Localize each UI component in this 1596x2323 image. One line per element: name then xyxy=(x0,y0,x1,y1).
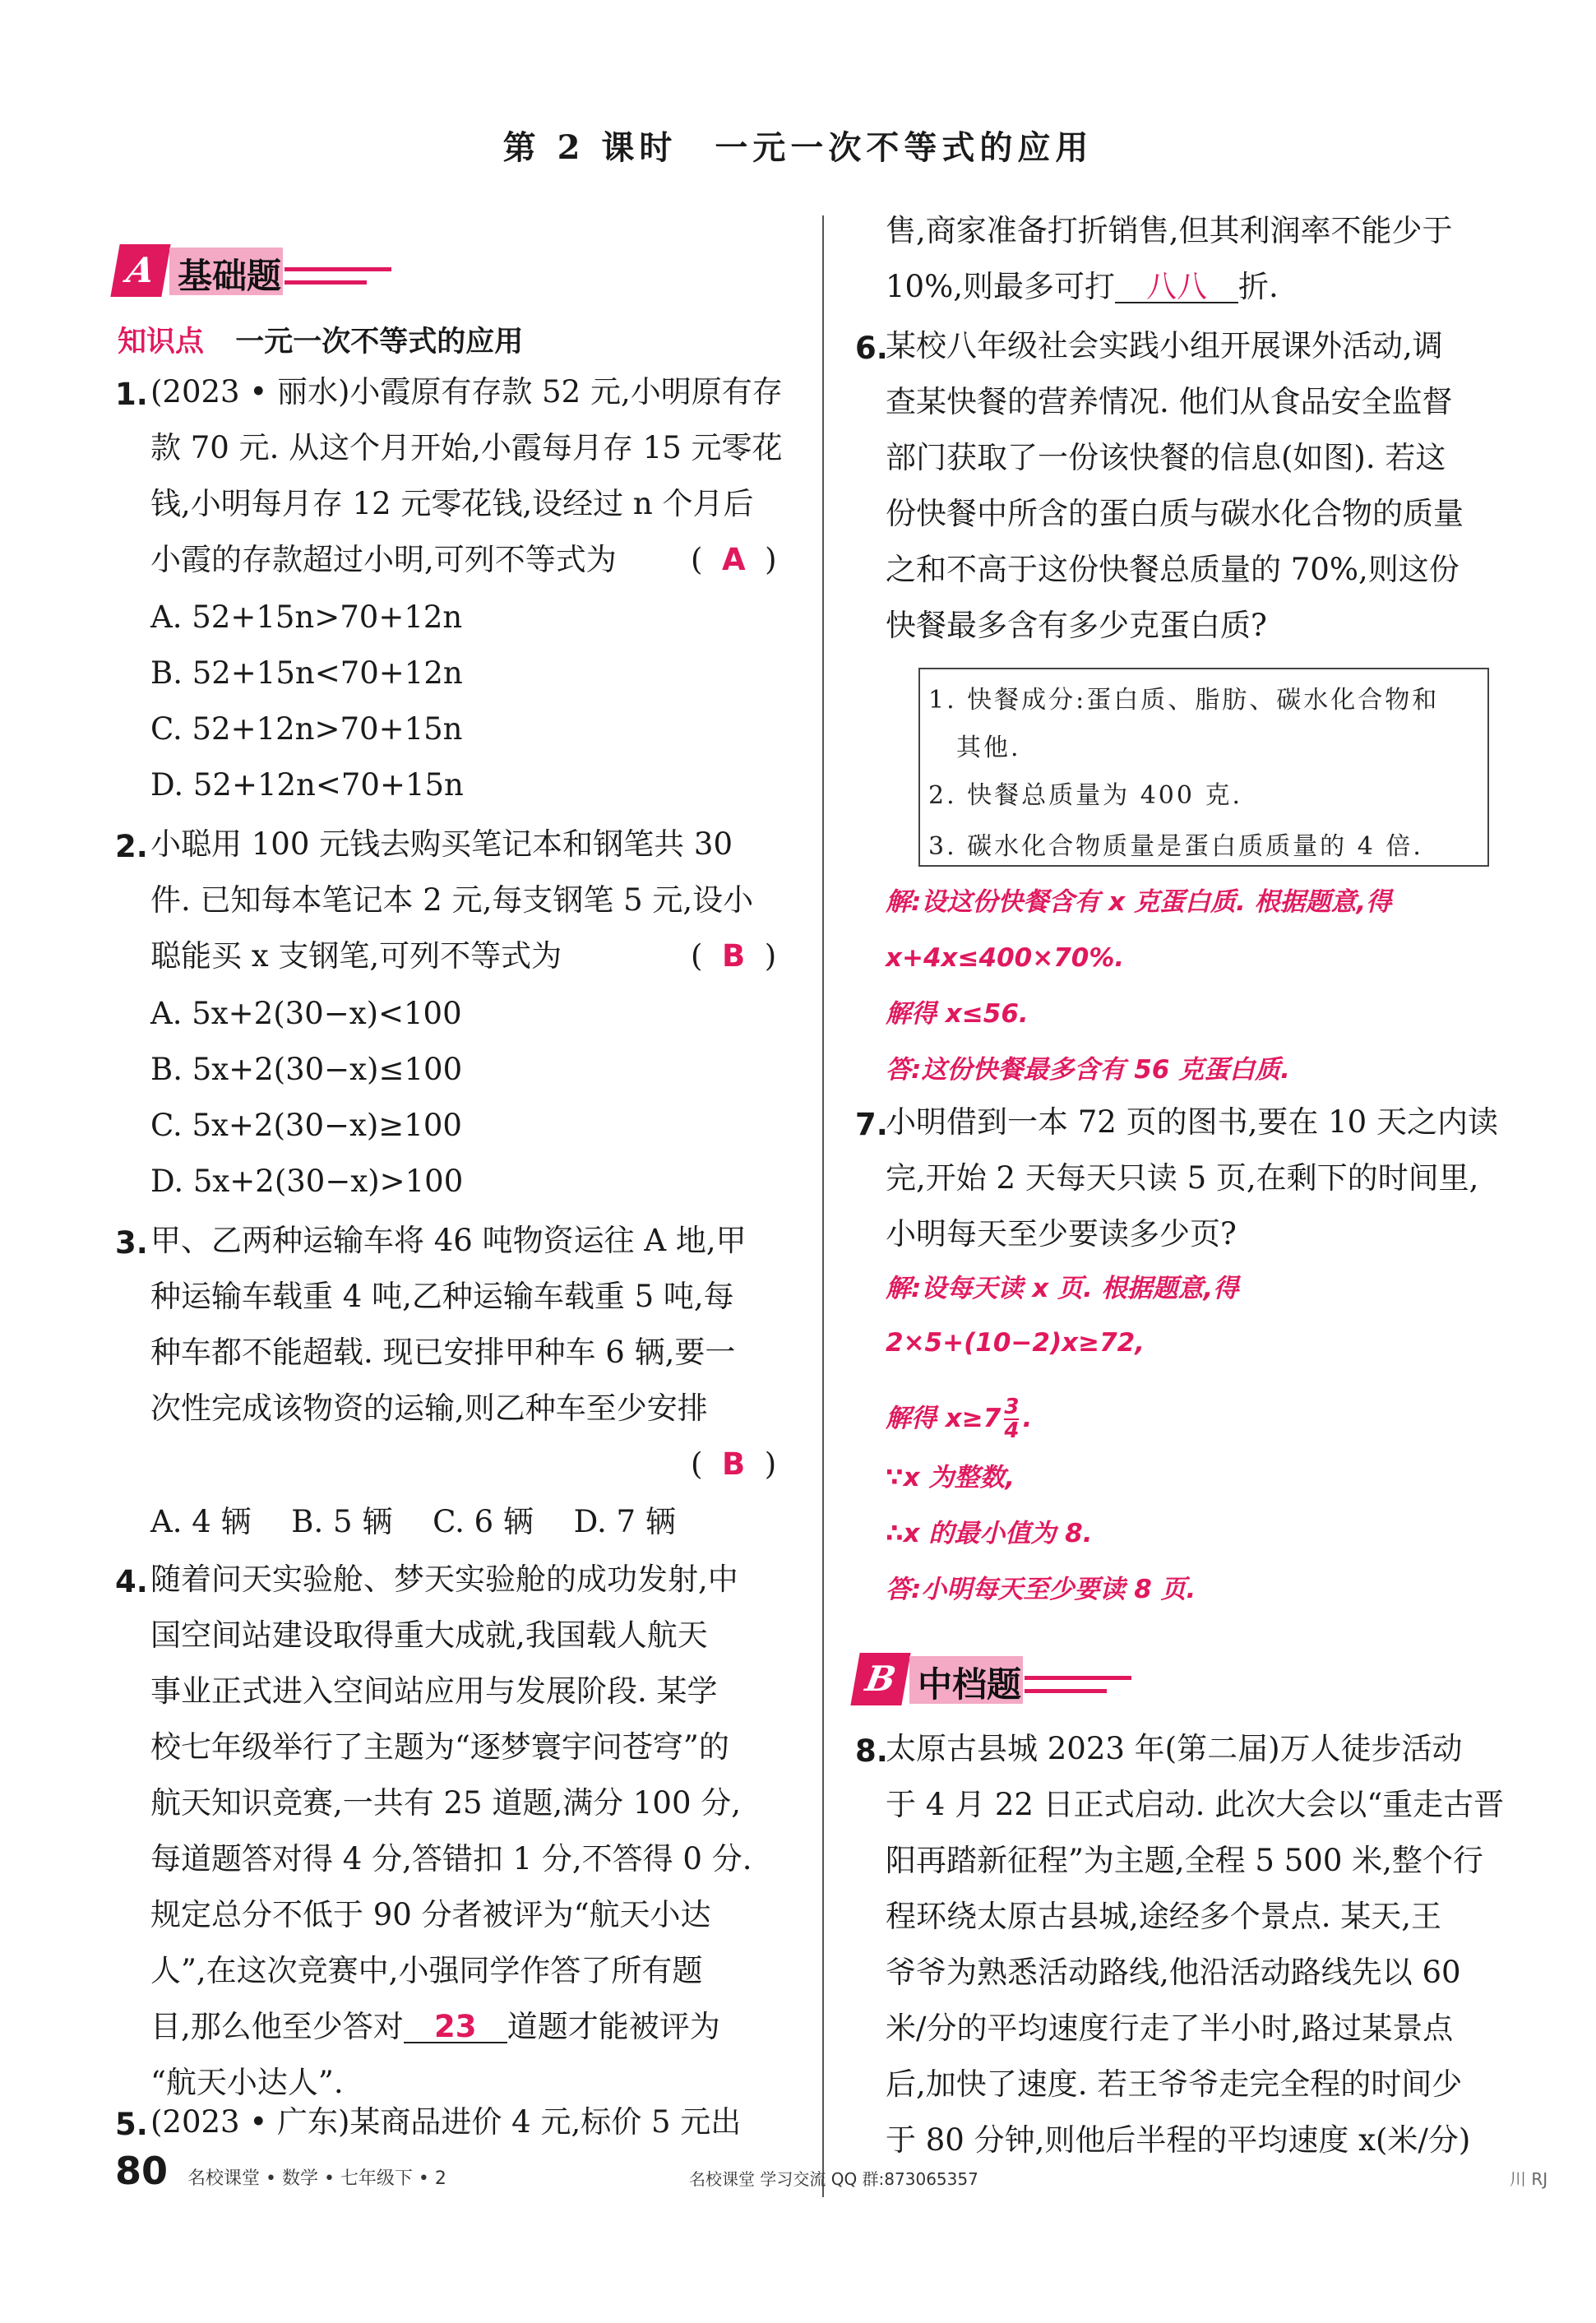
q8-text: 阳再踏新征程”为主题,全程 5 500 米,整个行 xyxy=(886,1843,1483,1878)
q4-text: 规定总分不低于 90 分者被评为“航天小达 xyxy=(150,1897,711,1932)
q8-text: 于 80 分钟,则他后半程的平均速度 x(米/分) xyxy=(886,2122,1471,2158)
q5-answer: 八八 xyxy=(1146,269,1207,304)
q7-solution-line: 2×5+(10−2)x≥72, xyxy=(886,1328,1145,1358)
q5-text-part: 10%,则最多可打 xyxy=(886,269,1115,304)
q3-text: 次性完成该物资的运输,则乙种车至少安排 xyxy=(150,1391,708,1426)
q7-solution-line: ∴x 的最小值为 8. xyxy=(886,1519,1093,1548)
q1-text: 钱,小明每月存 12 元零花钱,设经过 n 个月后 xyxy=(150,486,754,521)
q4-answer-blank xyxy=(404,2011,507,2043)
info-line: 2. 快餐总质量为 400 克. xyxy=(928,781,1243,810)
info-line: 3. 碳水化合物质量是蛋白质质量的 4 倍. xyxy=(928,832,1423,861)
q6-text: 之和不高于这份快餐总质量的 70%,则这份 xyxy=(886,552,1460,587)
q1-option-a: A. 52+15n>70+12n xyxy=(150,599,463,635)
q3-text: 种运输车载重 4 吨,乙种运输车载重 5 吨,每 xyxy=(150,1279,734,1314)
question-number: 7. xyxy=(855,1107,888,1142)
q6-solution-line: 解:设这份快餐含有 x 克蛋白质. 根据题意,得 xyxy=(886,887,1392,917)
section-a-label: 基础题 xyxy=(178,256,282,296)
banner-stripe xyxy=(1025,1676,1131,1680)
q4-text xyxy=(150,2011,720,2043)
q4-text: 校七年级举行了主题为“逐梦寰宇问苍穹”的 xyxy=(150,1729,729,1765)
q1-text: 小霞的存款超过小明,可列不等式为 xyxy=(150,542,617,577)
knowledge-point xyxy=(118,319,523,360)
q7-solution-line: 解:设每天读 x 页. 根据题意,得 xyxy=(886,1274,1239,1303)
q7-solution-line xyxy=(886,1396,1032,1443)
page-number: 80 xyxy=(115,2149,169,2193)
q4-text: 国空间站建设取得重大成就,我国载人航天 xyxy=(150,1617,708,1653)
question-number: 8. xyxy=(855,1733,888,1769)
q8-text: 爷爷为熟悉活动路线,他沿活动路线先以 60 xyxy=(886,1955,1461,1990)
q1-answer: A xyxy=(721,542,746,577)
question-number: 1. xyxy=(115,377,148,412)
q8-text: 太原古县城 2023 年(第二届)万人徒步活动 xyxy=(886,1731,1463,1766)
page-title: 第 2 课时 一元一次不等式的应用 xyxy=(502,128,1094,167)
q2-answer-slot: ( B ) xyxy=(691,938,777,974)
question-number: 5. xyxy=(115,2107,148,2142)
q4-text: 人”,在这次竞赛中,小强同学作答了所有题 xyxy=(150,1953,703,1988)
q2-text: 小聪用 100 元钱去购买笔记本和钢笔共 30 xyxy=(150,826,733,862)
q6-text: 快餐最多含有多少克蛋白质? xyxy=(886,608,1267,643)
footer-book-info: 名校课堂 • 数学 • 七年级下 • 2 xyxy=(187,2168,446,2189)
section-b-label: 中档题 xyxy=(918,1664,1022,1705)
banner-stripe xyxy=(285,280,367,285)
banner-stripe xyxy=(1025,1689,1107,1693)
q7-solution-part: . xyxy=(1022,1403,1033,1433)
q8-text: 后,加快了速度. 若王爷爷走完全程的时间少 xyxy=(886,2066,1463,2102)
q1-option-c: C. 52+12n>70+15n xyxy=(150,711,463,747)
q5-text: (2023 • 广东)某商品进价 4 元,标价 5 元出 xyxy=(150,2104,742,2140)
q1-text: 款 70 元. 从这个月开始,小霞每月存 15 元零花 xyxy=(150,430,783,465)
section-a-banner xyxy=(115,244,395,297)
info-line: 1. 快餐成分:蛋白质、脂肪、碳水化合物和 xyxy=(928,686,1440,715)
knowledge-point-text: 一元一次不等式的应用 xyxy=(235,326,524,359)
q4-text-part: 道题才能被评为 xyxy=(507,2009,720,2044)
q8-text: 米/分的平均速度行走了半小时,路过某景点 xyxy=(886,2011,1454,2046)
q2-text: 聪能买 x 支钢笔,可列不等式为 xyxy=(150,938,562,974)
q6-text: 某校八年级社会实践小组开展课外活动,调 xyxy=(886,328,1443,363)
footer-edition: 川 RJ xyxy=(1510,2169,1548,2189)
q5-text-part: 折. xyxy=(1238,269,1279,304)
q5-answer-blank xyxy=(1115,271,1238,303)
q3-text: 甲、乙两种运输车将 46 吨物资运往 A 地,甲 xyxy=(150,1223,747,1258)
q4-text: 随着问天实验舱、梦天实验舱的成功发射,中 xyxy=(150,1562,738,1597)
q8-text: 于 4 月 22 日正式启动. 此次大会以“重走古晋 xyxy=(886,1787,1505,1822)
q1-option-d: D. 52+12n<70+15n xyxy=(150,767,464,803)
q7-solution-line: ∵x 为整数, xyxy=(886,1463,1015,1492)
question-number: 4. xyxy=(115,1564,148,1599)
q5-text: 售,商家准备打折销售,但其利润率不能少于 xyxy=(886,213,1453,248)
q4-text: “航天小达人”. xyxy=(150,2065,344,2100)
q6-solution-line: 答:这份快餐最多含有 56 克蛋白质. xyxy=(886,1055,1290,1085)
q6-text: 部门获取了一份该快餐的信息(如图). 若这 xyxy=(886,440,1446,475)
q2-text: 件. 已知每本笔记本 2 元,每支钢笔 5 元,设小 xyxy=(150,882,754,918)
q2-answer: B xyxy=(721,938,746,974)
q2-option-a: A. 5x+2(30−x)<100 xyxy=(150,996,462,1031)
q2-option-b: B. 5x+2(30−x)≤100 xyxy=(150,1052,463,1087)
footer-center-text: 名校课堂 学习交流 QQ 群:873065357 xyxy=(689,2169,978,2189)
question-number: 3. xyxy=(115,1225,148,1261)
q8-text: 程环绕太原古县城,途经多个景点. 某天,王 xyxy=(886,1899,1442,1934)
info-line: 其他. xyxy=(956,733,1021,762)
q3-options: A. 4 辆 B. 5 辆 C. 6 辆 D. 7 辆 xyxy=(150,1504,676,1539)
question-number: 6. xyxy=(855,331,888,366)
q4-text: 每道题答对得 4 分,答错扣 1 分,不答得 0 分. xyxy=(150,1841,752,1876)
q4-answer: 23 xyxy=(434,2009,477,2044)
q1-answer-slot: ( A ) xyxy=(691,542,777,577)
q6-text: 份快餐中所含的蛋白质与碳水化合物的质量 xyxy=(886,496,1464,531)
q7-text: 小明每天至少要读多少页? xyxy=(886,1216,1237,1252)
q6-text: 查某快餐的营养情况. 他们从食品安全监督 xyxy=(886,384,1453,419)
q7-solution-part: 解得 x≥7 xyxy=(886,1403,1002,1433)
q3-answer-slot: ( B ) xyxy=(691,1446,777,1482)
section-a-letter: A xyxy=(110,244,170,297)
q2-option-d: D. 5x+2(30−x)>100 xyxy=(150,1164,464,1199)
q7-solution-line: 答:小明每天至少要读 8 页. xyxy=(886,1575,1196,1604)
q7-text: 小明借到一本 72 页的图书,要在 10 天之内读 xyxy=(886,1104,1498,1140)
fraction-denominator: 4 xyxy=(1004,1418,1020,1444)
q1-text: (2023 • 丽水)小霞原有存款 52 元,小明原有存 xyxy=(150,374,783,410)
section-b-letter: B xyxy=(850,1653,910,1705)
knowledge-point-tag: 知识点 xyxy=(118,326,205,359)
q6-solution-line: 解得 x≤56. xyxy=(886,999,1029,1029)
fraction xyxy=(1004,1396,1019,1443)
section-b-banner xyxy=(855,1653,1135,1705)
q4-text: 事业正式进入空间站应用与发展阶段. 某学 xyxy=(150,1673,718,1709)
column-divider xyxy=(822,215,824,2197)
q4-text-part: 目,那么他至少答对 xyxy=(150,2009,404,2044)
q2-option-c: C. 5x+2(30−x)≥100 xyxy=(150,1108,462,1143)
q5-text xyxy=(886,271,1279,303)
q3-answer: B xyxy=(721,1446,746,1482)
question-number: 2. xyxy=(115,829,148,864)
banner-stripe xyxy=(285,267,391,271)
q1-option-b: B. 52+15n<70+12n xyxy=(150,655,463,691)
q7-text: 完,开始 2 天每天只读 5 页,在剩下的时间里, xyxy=(886,1160,1479,1196)
q3-text: 种车都不能超载. 现已安排甲种车 6 辆,要一 xyxy=(150,1335,736,1370)
fraction-numerator: 3 xyxy=(1004,1395,1020,1419)
food-info-box xyxy=(918,668,1489,867)
q6-solution-line: x+4x≤400×70%. xyxy=(886,943,1125,973)
q4-text: 航天知识竞赛,一共有 25 道题,满分 100 分, xyxy=(150,1785,742,1821)
